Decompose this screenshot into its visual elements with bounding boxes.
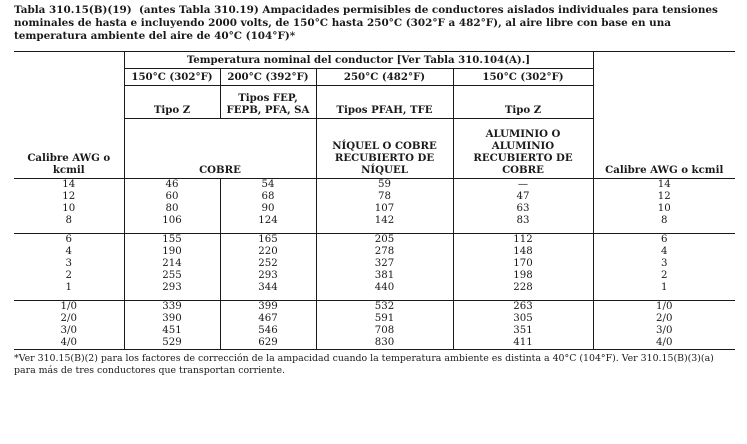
table-row [14, 191, 735, 203]
z-al-cell: 411 [453, 337, 593, 350]
temperature-group-header [124, 51, 593, 68]
pfah-cell: 142 [316, 215, 453, 227]
fep-cell: 90 [220, 203, 316, 215]
z-al-cell: 263 [453, 300, 593, 313]
table-row [14, 300, 735, 313]
z-cu-cell: 255 [124, 270, 220, 282]
table-id: Tabla 310.15(B)(19) [14, 4, 132, 16]
table-row [14, 325, 735, 337]
fep-cell: 399 [220, 300, 316, 313]
fep-cell: 252 [220, 258, 316, 270]
size-cell: 2 [14, 270, 124, 282]
size-cell: 6 [14, 233, 124, 246]
pfah-cell: 59 [316, 178, 453, 191]
pfah-cell: 78 [316, 191, 453, 203]
material-header-cobre: COBRE [124, 118, 316, 178]
size-cell: 4/0 [14, 337, 124, 350]
z-al-cell: — [453, 178, 593, 191]
left-size-label: Calibre AWG o kcmil [27, 151, 111, 176]
table-row [14, 178, 735, 191]
temp-header-z-cu: 150°C (302°F) [124, 68, 220, 85]
fep-cell: 220 [220, 246, 316, 258]
table-row [14, 203, 735, 215]
size-cell-right: 3/0 [656, 324, 673, 336]
table-row [14, 270, 735, 282]
z-al-cell: 198 [453, 270, 593, 282]
temp-header-z-al: 150°C (302°F) [453, 68, 593, 85]
size-cell: 3 [14, 258, 124, 270]
fep-cell: 68 [220, 191, 316, 203]
size-cell: 1 [14, 282, 124, 294]
temp-header-pfah: 250°C (482°F) [316, 68, 453, 85]
size-cell: 3/0 [14, 325, 124, 337]
type-header-z-al: Tipo Z [453, 85, 593, 118]
temp-header-fep: 200°C (392°F) [220, 68, 316, 85]
fep-cell: 293 [220, 270, 316, 282]
z-cu-cell: 529 [124, 337, 220, 350]
ampacity-table-body [14, 178, 735, 349]
pfah-cell: 708 [316, 325, 453, 337]
type-header-z-cu: Tipo Z [124, 85, 220, 118]
material-header-aluminio: ALUMINIO O ALUMINIO RECUBIERTO DE COBRE [453, 118, 593, 178]
ampacity-table [14, 51, 735, 350]
table-row [14, 337, 735, 350]
size-cell: 12 [14, 191, 124, 203]
pfah-cell: 440 [316, 282, 453, 294]
table-row [14, 258, 735, 270]
size-cell-right: 12 [657, 190, 671, 202]
fep-cell: 467 [220, 313, 316, 325]
fep-cell: 344 [220, 282, 316, 294]
size-cell-right: 10 [657, 202, 671, 214]
size-cell: 1/0 [14, 300, 124, 313]
size-cell-right: 4 [661, 245, 668, 257]
z-cu-cell: 60 [124, 191, 220, 203]
pfah-cell: 278 [316, 246, 453, 258]
size-cell: 14 [14, 178, 124, 191]
size-cell-right: 3 [661, 257, 668, 269]
material-header-niquel: NÍQUEL O COBRE RECUBIERTO DE NÍQUEL [316, 118, 453, 178]
z-cu-cell: 46 [124, 178, 220, 191]
size-cell-right: 2/0 [656, 312, 673, 324]
size-cell: 4 [14, 246, 124, 258]
fep-cell: 546 [220, 325, 316, 337]
z-cu-cell: 80 [124, 203, 220, 215]
pfah-cell: 205 [316, 233, 453, 246]
z-cu-cell: 190 [124, 246, 220, 258]
table-row [14, 282, 735, 294]
temperature-group-label: Temperatura nominal del conductor [Ver Tabla 310.104(A).] [186, 53, 531, 66]
fep-cell: 124 [220, 215, 316, 227]
pfah-cell: 381 [316, 270, 453, 282]
z-cu-cell: 339 [124, 300, 220, 313]
size-cell-right: 1/0 [656, 300, 673, 312]
size-cell-right: 1 [661, 281, 668, 293]
z-al-cell: 351 [453, 325, 593, 337]
z-al-cell: 148 [453, 246, 593, 258]
z-cu-cell: 451 [124, 325, 220, 337]
type-header-fep: Tipos FEP, FEPB, PFA, SA [220, 85, 316, 118]
table-caption-text: (antes Tabla 310.19) Ampacidades permisibles de conductores aislados individuales para tensiones nominales de hasta e incluyendo 2000 volts, de 150°C hasta 250°C (302°F a 482°F), al aire libre con base en una temperatura ambiente del aire de 40°C (104°F)* [14, 4, 718, 43]
size-cell: 2/0 [14, 313, 124, 325]
z-cu-cell: 390 [124, 313, 220, 325]
table-footnote: *Ver 310.15(B)(2) para los factores de corrección de la ampacidad cuando la temperatura ambiente es distinta a 40°C (104°F). Ver 310.15(B)(3)(a) para más de tres conductores que transportan corriente. [14, 352, 714, 376]
table-row [14, 313, 735, 325]
z-cu-cell: 214 [124, 258, 220, 270]
z-al-cell: 83 [453, 215, 593, 227]
size-cell-right: 6 [661, 233, 668, 245]
table-caption [14, 4, 729, 44]
size-cell-right: 4/0 [656, 336, 673, 348]
size-cell-right: 8 [661, 214, 668, 226]
pfah-cell: 107 [316, 203, 453, 215]
table-row [14, 233, 735, 246]
pfah-cell: 532 [316, 300, 453, 313]
table-row [14, 246, 735, 258]
pfah-cell: 327 [316, 258, 453, 270]
z-cu-cell: 155 [124, 233, 220, 246]
z-al-cell: 63 [453, 203, 593, 215]
z-al-cell: 112 [453, 233, 593, 246]
right-size-header [593, 51, 735, 178]
fep-cell: 165 [220, 233, 316, 246]
z-al-cell: 305 [453, 313, 593, 325]
z-al-cell: 228 [453, 282, 593, 294]
table-row [14, 215, 735, 227]
z-cu-cell: 293 [124, 282, 220, 294]
z-al-cell: 170 [453, 258, 593, 270]
size-cell-right: 2 [661, 269, 668, 281]
z-cu-cell: 106 [124, 215, 220, 227]
right-size-label: Calibre AWG o kcmil [605, 163, 724, 176]
type-header-pfah: Tipos PFAH, TFE [316, 85, 453, 118]
z-al-cell: 47 [453, 191, 593, 203]
left-size-header [14, 51, 124, 178]
size-cell-right: 14 [657, 178, 671, 190]
fep-cell: 629 [220, 337, 316, 350]
size-cell: 10 [14, 203, 124, 215]
pfah-cell: 830 [316, 337, 453, 350]
size-cell: 8 [14, 215, 124, 227]
fep-cell: 54 [220, 178, 316, 191]
pfah-cell: 591 [316, 313, 453, 325]
